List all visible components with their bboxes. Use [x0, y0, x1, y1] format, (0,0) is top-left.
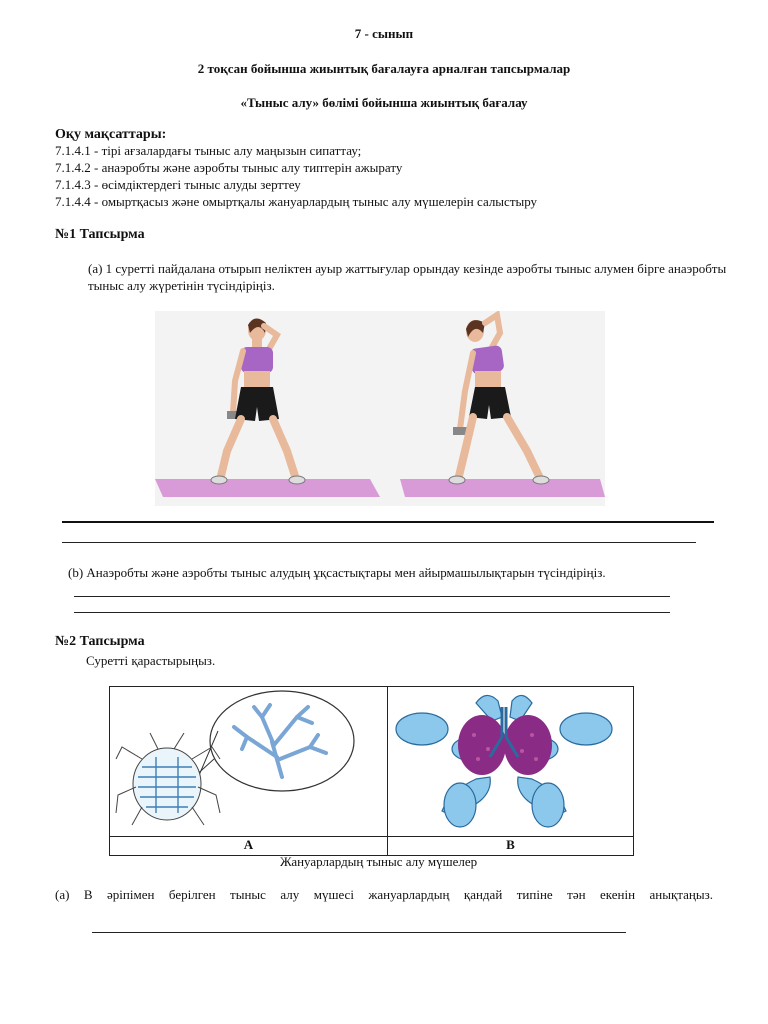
objective-item: 7.1.4.1 - тірі ағзалардағы тыныс алу маңызын сипаттау; — [55, 143, 362, 158]
answer-line[interactable] — [92, 932, 626, 933]
answer-line[interactable] — [62, 542, 696, 543]
panel-b-label: В — [506, 837, 515, 852]
section-title: «Тыныс алу» бөлімі бойынша жиынтық бағалау — [240, 95, 528, 110]
insect-trachea-illustration — [112, 687, 382, 835]
task2-heading: №2 Тапсырма — [55, 634, 145, 649]
yoga-mat-right — [400, 479, 605, 497]
objective-item: 7.1.4.3 - өсімдіктердегі тыныс алуды зерттеу — [55, 177, 301, 192]
figure-divider — [387, 687, 388, 855]
exercise-figure — [155, 311, 605, 506]
answer-line[interactable] — [74, 596, 670, 597]
objective-item: 7.1.4.4 - омыртқасыз және омыртқалы жануарлардың тыныс алу мүшелерін салыстыру — [55, 194, 538, 209]
worksheet-subtitle: 2 тоқсан бойынша жиынтық бағалауға арналған тапсырмалар — [197, 61, 571, 76]
insect-body — [116, 733, 220, 825]
exercise-illustration — [155, 311, 605, 506]
figure-caption: Жануарлардың тыныс алу мүшелер — [280, 854, 478, 869]
task1-question-b: (b) Анаэробты және аэробты тыныс алудың ұқсастықтары мен айырмашылықтарын түсіндіріңіз. — [68, 565, 606, 580]
task2-question-a: (а) В әріпімен берілген тыныс алу мүшесі жануарлардың қандай типіне тән екенін анықтаңыз. — [55, 887, 713, 902]
task2-instruction: Суретті қарастырыңыз. — [86, 653, 216, 668]
task1-question-a: (a) 1 суретті пайдалана отырып неліктен ауыр жаттығулар орындау кезінде аэробты тыныс алумен бірге анаэробты тыныс алу жүретінін түсіндіріңіз. — [88, 261, 727, 293]
bird-lungs-illustration — [390, 687, 632, 835]
respiratory-organs-figure — [109, 686, 634, 856]
answer-line[interactable] — [74, 612, 670, 613]
task1-heading: №1 Тапсырма — [55, 227, 145, 242]
panel-a-label: А — [243, 837, 254, 852]
yoga-mat-left — [155, 479, 380, 497]
grade-heading: 7 - сынып — [354, 26, 414, 41]
answer-line[interactable] — [62, 521, 714, 523]
objectives-heading: Оқу мақсаттары: — [55, 127, 167, 142]
objective-item: 7.1.4.2 - анаэробты және аэробты тыныс алу типтерін ажырату — [55, 160, 403, 175]
person-standing — [211, 318, 305, 484]
person-side-bend — [449, 315, 549, 484]
